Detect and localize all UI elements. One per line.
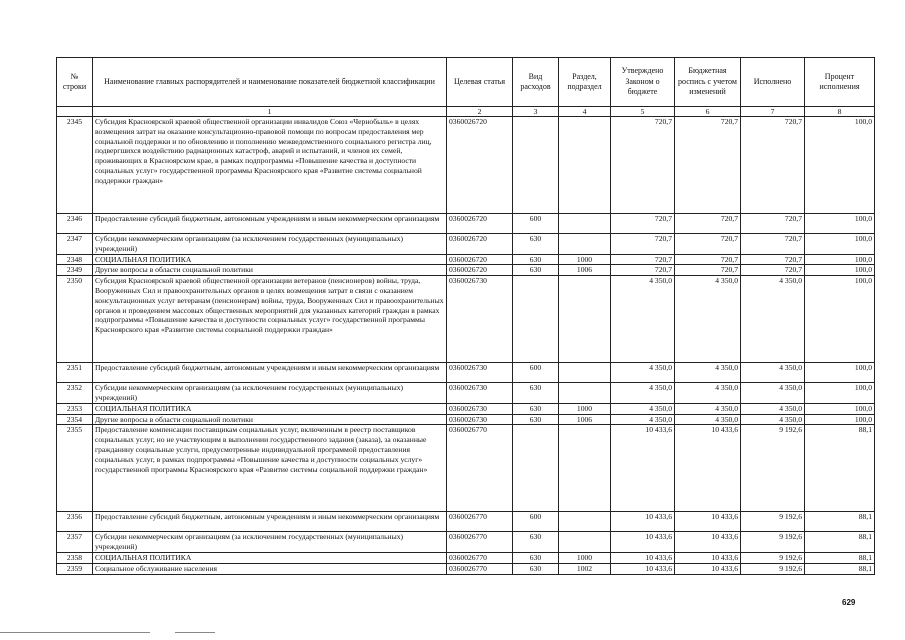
row-number: 2358 (57, 552, 93, 563)
table-row (57, 254, 875, 265)
row-target: 0360026770 (447, 512, 513, 532)
row-approved: 720,7 (611, 214, 675, 234)
row-budget: 720,7 (675, 117, 741, 214)
row-target: 0360026720 (447, 254, 513, 265)
header-section: Раздел, подраздел (559, 58, 611, 107)
row-section: 1000 (559, 403, 611, 414)
row-number: 2350 (57, 276, 93, 363)
row-number: 2347 (57, 234, 93, 255)
row-approved: 720,7 (611, 117, 675, 214)
row-budget: 720,7 (675, 254, 741, 265)
row-kind: 600 (513, 363, 559, 383)
row-kind: 600 (513, 512, 559, 532)
table-row (57, 234, 875, 255)
header-name: Наименование главных распорядителей и наименование показателей бюджетной классификации (93, 58, 447, 107)
header-approved: Утверждено Законом о бюджете (611, 58, 675, 107)
col-num: 5 (611, 107, 675, 117)
header-budget: Бюджетная роспись с учетом изменений (675, 58, 741, 107)
row-kind: 630 (513, 403, 559, 414)
row-target: 0360026730 (447, 383, 513, 404)
table-row (57, 552, 875, 563)
row-percent: 100,0 (805, 234, 875, 255)
row-section (559, 117, 611, 214)
row-section: 1002 (559, 563, 611, 574)
header-target: Целевая статья (447, 58, 513, 107)
table-row (57, 117, 875, 214)
row-target: 0360026720 (447, 265, 513, 276)
row-percent: 100,0 (805, 276, 875, 363)
row-percent: 100,0 (805, 117, 875, 214)
row-number: 2357 (57, 532, 93, 553)
row-executed: 9 192,6 (741, 532, 805, 553)
row-number: 2354 (57, 414, 93, 425)
header-kind: Вид расходов (513, 58, 559, 107)
row-target: 0360026720 (447, 214, 513, 234)
row-name: СОЦИАЛЬНАЯ ПОЛИТИКА (93, 403, 447, 414)
row-target: 0360026770 (447, 425, 513, 512)
row-percent: 100,0 (805, 383, 875, 404)
row-budget: 4 350,0 (675, 414, 741, 425)
row-name: Предоставление субсидий бюджетным, автономным учреждениям и иным некоммерческим организациям (93, 214, 447, 234)
row-section (559, 276, 611, 363)
row-approved: 4 350,0 (611, 363, 675, 383)
row-executed: 9 192,6 (741, 552, 805, 563)
row-approved: 4 350,0 (611, 276, 675, 363)
row-target: 0360026770 (447, 532, 513, 553)
row-executed: 9 192,6 (741, 563, 805, 574)
row-name: СОЦИАЛЬНАЯ ПОЛИТИКА (93, 254, 447, 265)
row-percent: 100,0 (805, 254, 875, 265)
row-name: Субсидии некоммерческим организациям (за исключением государственных (муниципальных) учреждений) (93, 234, 447, 255)
row-name: Другие вопросы в области социальной политики (93, 414, 447, 425)
table-row (57, 383, 875, 404)
row-approved: 720,7 (611, 265, 675, 276)
row-target: 0360026730 (447, 276, 513, 363)
table-row (57, 363, 875, 383)
row-budget: 10 433,6 (675, 425, 741, 512)
row-section (559, 425, 611, 512)
footer-rule (175, 632, 215, 633)
row-kind (513, 276, 559, 363)
row-approved: 10 433,6 (611, 563, 675, 574)
row-executed: 4 350,0 (741, 363, 805, 383)
row-percent: 88,1 (805, 512, 875, 532)
row-executed: 4 350,0 (741, 414, 805, 425)
table-row (57, 265, 875, 276)
row-budget: 720,7 (675, 265, 741, 276)
row-approved: 10 433,6 (611, 512, 675, 532)
row-kind: 630 (513, 254, 559, 265)
row-name: СОЦИАЛЬНАЯ ПОЛИТИКА (93, 552, 447, 563)
row-name: Социальное обслуживание населения (93, 563, 447, 574)
row-budget: 4 350,0 (675, 383, 741, 404)
row-number: 2345 (57, 117, 93, 214)
row-section: 1000 (559, 552, 611, 563)
row-section: 1000 (559, 254, 611, 265)
row-section (559, 234, 611, 255)
row-executed: 720,7 (741, 214, 805, 234)
row-kind: 630 (513, 234, 559, 255)
row-kind: 630 (513, 383, 559, 404)
row-approved: 10 433,6 (611, 532, 675, 553)
row-target: 0360026770 (447, 552, 513, 563)
row-percent: 88,1 (805, 552, 875, 563)
row-kind: 630 (513, 414, 559, 425)
row-percent: 100,0 (805, 414, 875, 425)
row-budget: 10 433,6 (675, 552, 741, 563)
row-executed: 9 192,6 (741, 512, 805, 532)
row-approved: 10 433,6 (611, 552, 675, 563)
row-number: 2353 (57, 403, 93, 414)
row-kind (513, 425, 559, 512)
row-name: Субсидия Красноярской краевой общественной организации инвалидов Союз «Чернобыль» в целях возмещения затрат на оказание консультационно-правовой помощи по вопросам предоставления мер социальной поддержки и по обновлению и пополнению межведомственного социального регистра лиц, подвергшихся воздействию радиационных катастроф, аварий и испытаний, и членов их семей, проживающих в Красноярском крае, в рамках подпрограммы «Повышение качества и доступности социальных услуг» государственной программы Красноярского края «Развитие системы социальной поддержки граждан» (93, 117, 447, 214)
row-budget: 720,7 (675, 234, 741, 255)
row-kind (513, 117, 559, 214)
row-target: 0360026730 (447, 414, 513, 425)
row-percent: 100,0 (805, 265, 875, 276)
col-num: 7 (741, 107, 805, 117)
row-name: Субсидии некоммерческим организациям (за исключением государственных (муниципальных) учреждений) (93, 383, 447, 404)
row-number: 2359 (57, 563, 93, 574)
col-num: 8 (805, 107, 875, 117)
row-number: 2351 (57, 363, 93, 383)
row-percent: 88,1 (805, 425, 875, 512)
row-percent: 100,0 (805, 363, 875, 383)
col-num: 3 (513, 107, 559, 117)
row-approved: 4 350,0 (611, 414, 675, 425)
row-budget: 4 350,0 (675, 363, 741, 383)
row-name: Субсидии некоммерческим организациям (за исключением государственных (муниципальных) учреждений) (93, 532, 447, 553)
row-number: 2346 (57, 214, 93, 234)
header-row (57, 58, 875, 107)
row-section (559, 532, 611, 553)
header-executed: Исполнено (741, 58, 805, 107)
col-num (57, 107, 93, 117)
header-row-no: № строки (57, 58, 93, 107)
row-name: Предоставление субсидий бюджетным, автономным учреждениям и иным некоммерческим организациям (93, 363, 447, 383)
row-target: 0360026720 (447, 117, 513, 214)
row-executed: 720,7 (741, 234, 805, 255)
row-number: 2355 (57, 425, 93, 512)
row-budget: 10 433,6 (675, 563, 741, 574)
col-num: 2 (447, 107, 513, 117)
row-executed: 4 350,0 (741, 276, 805, 363)
row-kind: 630 (513, 532, 559, 553)
table-row (57, 512, 875, 532)
col-num: 1 (93, 107, 447, 117)
footer-rule (0, 632, 150, 633)
row-target: 0360026770 (447, 563, 513, 574)
row-approved: 4 350,0 (611, 403, 675, 414)
row-number: 2349 (57, 265, 93, 276)
row-target: 0360026730 (447, 403, 513, 414)
row-kind: 630 (513, 563, 559, 574)
table-row (57, 414, 875, 425)
col-num: 6 (675, 107, 741, 117)
row-section: 1006 (559, 414, 611, 425)
row-budget: 4 350,0 (675, 403, 741, 414)
row-number: 2348 (57, 254, 93, 265)
row-section (559, 512, 611, 532)
row-target: 0360026730 (447, 363, 513, 383)
table-row (57, 425, 875, 512)
row-executed: 720,7 (741, 117, 805, 214)
row-target: 0360026720 (447, 234, 513, 255)
column-number-row (57, 107, 875, 117)
table-row (57, 276, 875, 363)
row-executed: 720,7 (741, 265, 805, 276)
row-name: Субсидия Красноярской краевой общественной организации ветеранов (пенсионеров) войны, труда, Вооруженных Сил и правоохранительных органов в целях возмещения затрат в связи с оказанием консультационных услуг ветеранам (пенсионерам) войны, труда, Вооруженных Сил и правоохранительных органов и проведением массовых общественных мероприятий для указанных категорий граждан в рамках подпрограммы «Повышение качества и доступности социальных услуг» государственной программы Красноярского края «Развитие системы социальной поддержки граждан» (93, 276, 447, 363)
row-budget: 10 433,6 (675, 512, 741, 532)
row-executed: 720,7 (741, 254, 805, 265)
row-number: 2352 (57, 383, 93, 404)
row-executed: 4 350,0 (741, 383, 805, 404)
row-name: Предоставление компенсации поставщикам социальных услуг, включенным в реестр поставщиков социальных услуг, но не участвующим в выполнении государственного задания (заказа), за оказанные гражданину социальные услуги, предусмотренные индивидуальной программой предоставления социальных услуг, в рамках подпрограммы «Повышение качества и доступности социальных услуг» государственной программы Красноярского края «Развитие системы социальной поддержки граждан» (93, 425, 447, 512)
row-approved: 720,7 (611, 234, 675, 255)
row-approved: 4 350,0 (611, 383, 675, 404)
row-kind: 630 (513, 552, 559, 563)
row-number: 2356 (57, 512, 93, 532)
row-budget: 720,7 (675, 214, 741, 234)
row-section (559, 214, 611, 234)
row-percent: 100,0 (805, 403, 875, 414)
table-row (57, 403, 875, 414)
row-executed: 4 350,0 (741, 403, 805, 414)
row-percent: 88,1 (805, 563, 875, 574)
row-kind: 600 (513, 214, 559, 234)
row-name: Другие вопросы в области социальной политики (93, 265, 447, 276)
row-section: 1006 (559, 265, 611, 276)
row-name: Предоставление субсидий бюджетным, автономным учреждениям и иным некоммерческим организациям (93, 512, 447, 532)
budget-table (56, 57, 875, 575)
row-percent: 88,1 (805, 532, 875, 553)
table-row (57, 214, 875, 234)
table-row (57, 532, 875, 553)
col-num: 4 (559, 107, 611, 117)
row-section (559, 383, 611, 404)
row-budget: 10 433,6 (675, 532, 741, 553)
header-percent: Процент исполнения (805, 58, 875, 107)
row-approved: 720,7 (611, 254, 675, 265)
row-executed: 9 192,6 (741, 425, 805, 512)
row-section (559, 363, 611, 383)
row-approved: 10 433,6 (611, 425, 675, 512)
page-number: 629 (842, 598, 856, 607)
row-percent: 100,0 (805, 214, 875, 234)
table-row (57, 563, 875, 574)
row-kind: 630 (513, 265, 559, 276)
row-budget: 4 350,0 (675, 276, 741, 363)
